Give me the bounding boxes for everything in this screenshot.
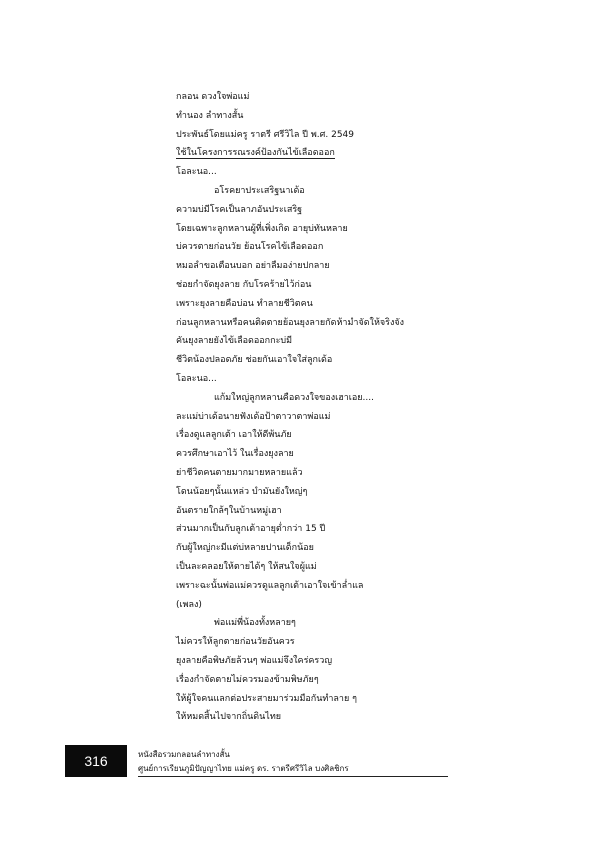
poem-line: ให้ผู้ใจคนแลกต่อประสายมาร่วมมือกันทำลาย ๆ — [176, 693, 357, 704]
poem-line: โดยเฉพาะลูกหลานผู้ที่เพิ่งเกิด อายุบ่ทันหลาย — [176, 223, 348, 234]
poem-lines — [176, 163, 456, 727]
poem-line: อโรคยาประเสริฐนาเด้อ — [214, 185, 305, 196]
poem-line: ละแม่บ่าเด้อนายฟังเด้อป้าตาวาตาพ่อแม่ — [176, 411, 331, 422]
poem-title: กลอน ดวงใจพ่อแม่ — [176, 92, 250, 102]
poem-line: โอละนอ... — [176, 167, 217, 178]
poem-line: ยุงลายคือพิษภัยล้วนๆ พ่อแม่จึงใคร่ครวญ — [176, 655, 332, 666]
poem-line: เป็นละคลอยให้ตายได้ๆ ให้สนใจผู้แม่ — [176, 561, 317, 572]
poem-line: หมอลำขอเตือนบอก อย่าลืมอง่ายปกลาย — [176, 261, 330, 272]
footer-divider — [138, 776, 448, 777]
poem-line: พ่อแม่พี่น้องทั้งหลายๆ — [214, 618, 296, 629]
poem-line: บ่ควรตายก่อนวัย ย้อนโรคไข้เลือดออก — [176, 242, 324, 253]
page-number: 316 — [65, 745, 127, 777]
poem-purpose-text: ใช้ในโครงการรณรงค์ป้องกันไข้เลือดออก — [176, 148, 335, 159]
poem-author: ประพันธ์โดยแม่ครู ราตรี ศรีวิไล ปี พ.ศ. 2549 — [176, 129, 354, 140]
poem-line: ส่วนมากเป็นกับลูกเต้าอายุต่ำกว่า 15 ปี — [176, 524, 326, 535]
poem-line: เพราะยุงลายคือบ่อน ทำลายชีวิตคน — [176, 298, 313, 309]
poem-line: อันตรายใกล้ๆในบ้านหมู่เฮา — [176, 505, 282, 516]
footer-center-name: ศูนย์การเรียนภูมิปัญญาไทย แม่ครู ดร. ราตรีศรีวิไล บงศิลชิกร — [138, 764, 349, 773]
poem-block — [176, 88, 456, 727]
poem-line: ช่อยกำจัดยุงลาย กับโรคร้ายไว้ก่อน — [176, 279, 312, 290]
poem-line: ความบ่มีโรคเป็นลาภอันประเสริฐ — [176, 204, 303, 215]
poem-line: ไม่ควรให้ลูกตายก่อนวัยอันควร — [176, 637, 295, 648]
poem-line: เรื่องกำจัดตายไม่ควรมองข้ามพิษภัยๆ — [176, 674, 319, 685]
footer-text — [138, 748, 349, 776]
poem-line: กับผู้ใหญ่กะมีแต่บ่หลายปานเด็กน้อย — [176, 543, 314, 554]
poem-line: ก่อนลูกหลานหรือคนติดตายย้อนยุงลายกัดห้ามำจัดให้จริงจัง — [176, 317, 405, 328]
poem-purpose — [176, 144, 456, 163]
poem-line: ย่าชีวิตคนตายมากมายหลายแล้ว — [176, 467, 303, 478]
footer-book-title: หนังสือรวมกลอนลำทางสั้น — [138, 750, 230, 759]
poem-line: ให้หมดสิ้นไปจากถิ่นดินไทย — [176, 712, 282, 723]
poem-line: โอละนอ... — [176, 373, 217, 384]
poem-line: ควรศึกษาเอาไว้ ในเรื่องยุงลาย — [176, 449, 294, 460]
poem-line: แก้มใหญ่ลูกหลานคือดวงใจของเฮาเอย.... — [214, 392, 374, 403]
poem-melody: ทำนอง ลำทางสั้น — [176, 110, 244, 121]
poem-line: โดนน้อยๆนั้นแหล่ว บำมันยังใหญ่ๆ — [176, 486, 308, 497]
poem-line: เพราะฉะนั้นพ่อแม่ควรดูแลลูกเต้าเอาใจเข้าล่ำแล — [176, 580, 364, 591]
poem-line: คันยุงลายยังไข้เลือดออกกะบ่มี — [176, 336, 293, 347]
poem-line: (เพลง) — [176, 599, 202, 610]
poem-line: ชีวิตน้องปลอดภัย ช่อยกันเอาใจใส่ลูกเด้อ — [176, 355, 333, 366]
poem-line: เรื่องดูแลลูกเต้า เอาให้ดีพ้นภัย — [176, 430, 292, 441]
